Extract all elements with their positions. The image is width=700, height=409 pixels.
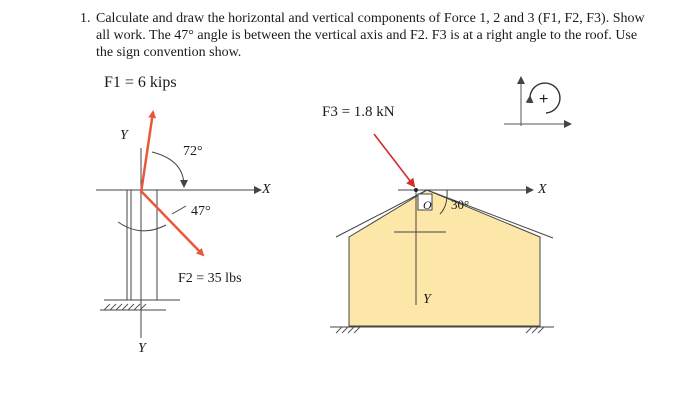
left-y-axis-label-bottom: Y — [138, 341, 146, 356]
angle-arc-72 — [152, 152, 184, 186]
f3-contact-point — [414, 188, 418, 192]
angle-47-label: 47° — [191, 204, 211, 219]
problem-text: Calculate and draw the horizontal and vertical components of Force 1, 2 and 3 (F1, F2, F3). Show all work. The 47° angle is between the vertical axis and F2. F3 is at a right angle to the roof. Use the sign convention show. — [96, 11, 645, 60]
house-ground-hatch-left — [336, 327, 360, 333]
house-ground-hatch-right — [526, 327, 544, 333]
sign-plus-label: + — [539, 91, 549, 108]
house-shape — [349, 190, 540, 326]
f2-arrow — [141, 191, 203, 255]
sign-convention — [504, 78, 570, 126]
angle-30-label: 30° — [451, 197, 470, 212]
house-y-axis-label: Y — [423, 292, 431, 307]
f3-label: F3 = 1.8 kN — [322, 104, 395, 120]
f1-arrow — [141, 112, 153, 193]
left-ground-hatch — [104, 304, 146, 310]
left-y-axis-label-top: Y — [120, 128, 128, 143]
house-figure — [330, 134, 554, 333]
f3-arrow — [374, 134, 414, 186]
origin-label: O — [423, 198, 432, 212]
problem-number: 1. — [80, 11, 91, 26]
angle-tick-47 — [172, 206, 186, 214]
angle-72-label: 72° — [183, 144, 203, 159]
left-figure — [96, 112, 260, 338]
f1-label: F1 = 6 kips — [104, 74, 177, 91]
house-x-axis-label: X — [538, 182, 547, 197]
angle-arc-47 — [118, 222, 166, 231]
left-x-axis-label: X — [262, 182, 271, 197]
f2-label: F2 = 35 lbs — [178, 271, 242, 286]
